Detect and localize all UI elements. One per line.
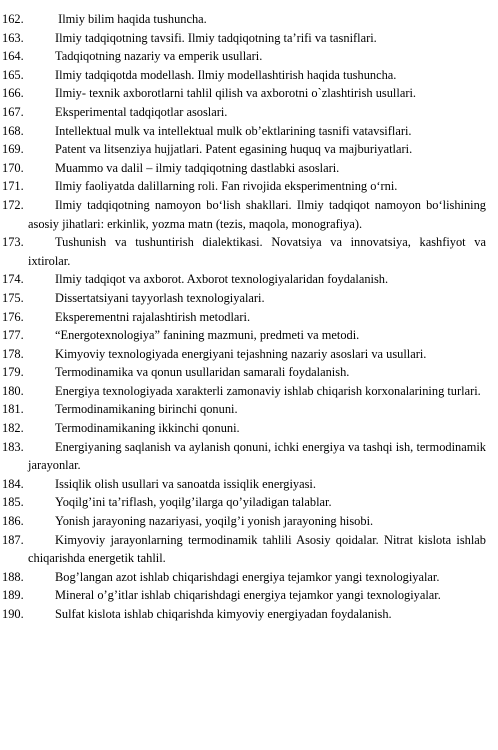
item-number: 180. [2, 383, 24, 398]
list-item [0, 308, 498, 327]
item-number: 170. [2, 160, 24, 175]
item-text: Intellektual mulk va intellektual mulk ob’ektlarining tasnifi vatavsiflari. [55, 123, 412, 138]
list-item [0, 29, 498, 48]
item-text: Mineral o’g’itlar ishlab chiqarishdagi energiya tejamkor yangi texnologiyalar. [55, 588, 441, 603]
list-item [0, 568, 498, 587]
item-number: 184. [2, 476, 24, 491]
list-item [0, 531, 498, 568]
item-number: 162. [2, 12, 24, 26]
list-item [0, 419, 498, 438]
item-number: 183. [2, 439, 24, 454]
list-item [0, 122, 498, 141]
item-text: Muammo va dalil – ilmiy tadqiqotning dastlabki asoslari. [55, 160, 340, 175]
item-number: 174. [2, 272, 24, 287]
list-item [0, 289, 498, 308]
item-text: Termodinamikaning birinchi qonuni. [55, 402, 238, 417]
item-text: Tadqiqotning nazariy va emperik usullari. [55, 49, 263, 64]
item-text: Sulfat kislota ishlab chiqarishda kimyoviy energiyadan foydalanish. [55, 607, 392, 621]
list-item [0, 512, 498, 531]
list-item [0, 177, 498, 196]
item-text: Kimyoviy jarayonlarning termodinamik tahlili Asosiy qoidalar. Nitrat kislota ishlab chiqarishda energetik tahlil. [28, 532, 486, 566]
item-text: Ilmiy tadqiqotning namoyon bo‘lish shakllari. Ilmiy tadqiqot namoyon bo‘lishining asosiy jihatlari: erkinlik, yozma matn (tezis, maqola, monografiya). [28, 197, 486, 231]
item-text: Yonish jarayoning nazariyasi, yoqilg’i yonish jarayoning hisobi. [55, 514, 374, 529]
item-number: 169. [2, 142, 24, 157]
item-text: Ilmiy- texnik axborotlarni tahlil qilish va axborotni o`zlashtirish usullari. [55, 86, 416, 101]
item-text: Ilmiy tadqiqotning tavsifi. Ilmiy tadqiqotning ta’rifi va tasniflari. [55, 30, 377, 45]
item-text: Kimyoviy texnologiyada energiyani tejashning nazariy asoslari va usullari. [55, 346, 427, 361]
item-text: Termodinamikaning ikkinchi qonuni. [55, 421, 240, 436]
item-number: 165. [2, 67, 24, 82]
item-text: Ilmiy tadqiqot va axborot. Axborot texnologiyalaridan foydalanish. [55, 272, 389, 287]
item-number: 176. [2, 309, 24, 324]
list-item [0, 270, 498, 289]
item-number: 164. [2, 49, 24, 64]
item-number: 175. [2, 290, 24, 305]
list-item [0, 10, 498, 29]
item-number: 186. [2, 514, 24, 529]
item-number: 189. [2, 588, 24, 603]
list-item [0, 363, 498, 382]
list-item [0, 475, 498, 494]
item-number: 179. [2, 365, 24, 380]
item-number: 190. [2, 607, 24, 621]
list-item [0, 326, 498, 345]
item-text: Energiya texnologiyada xarakterli zamonaviy ishlab chiqarish korxonalarining turlari. [55, 383, 481, 398]
item-text: Energiyaning saqlanish va aylanish qonuni, ichki energiya va tashqi ish, termodinamik jarayonlar. [28, 439, 486, 473]
item-text: “Energotexnologiya” fanining mazmuni, predmeti va metodi. [55, 328, 360, 343]
item-text: Ilmiy tadqiqotda modellash. Ilmiy modellashtirish haqida tushuncha. [55, 67, 397, 82]
question-list [0, 10, 498, 624]
item-number: 167. [2, 104, 24, 119]
item-number: 163. [2, 30, 24, 45]
list-item [0, 66, 498, 85]
list-item [0, 605, 498, 624]
item-text: Bog’langan azot ishlab chiqarishdagi energiya tejamkor yangi texnologiyalar. [55, 569, 440, 584]
list-item [0, 140, 498, 159]
item-text: Patent va litsenziya hujjatlari. Patent egasining huquq va majburiyatlari. [55, 142, 413, 157]
item-number: 168. [2, 123, 24, 138]
item-text: Termodinamika va qonun usullaridan samarali foydalanish. [55, 365, 350, 380]
list-item [0, 382, 498, 401]
list-item [0, 84, 498, 103]
item-number: 178. [2, 346, 24, 361]
list-item [0, 159, 498, 178]
list-item [0, 196, 498, 233]
item-number: 187. [2, 532, 24, 547]
item-number: 188. [2, 569, 24, 584]
list-item [0, 400, 498, 419]
item-text: Yoqilg’ini ta’riflash, yoqilg’ilarga qo’yiladigan talablar. [55, 495, 332, 510]
list-item [0, 103, 498, 122]
item-number: 182. [2, 421, 24, 436]
list-item [0, 438, 498, 475]
item-number: 185. [2, 495, 24, 510]
item-text: Eksperementni rajalashtirish metodlari. [55, 309, 251, 324]
list-item [0, 493, 498, 512]
item-text: Ilmiy faoliyatda dalillarning roli. Fan rivojida eksperimentning o‘rni. [55, 179, 398, 194]
item-number: 171. [2, 179, 24, 194]
item-number: 177. [2, 328, 24, 343]
list-item [0, 233, 498, 270]
item-number: 166. [2, 86, 24, 101]
list-item [0, 345, 498, 364]
item-text: Issiqlik olish usullari va sanoatda issiqlik energiyasi. [55, 476, 316, 491]
item-text: Tushunish va tushuntirish dialektikasi. Novatsiya va innovatsiya, kashfiyot va ixtirolar. [28, 235, 486, 268]
item-text: Dissertatsiyani tayyorlash texnologiyalari. [55, 290, 265, 305]
item-number: 173. [2, 235, 24, 250]
list-item [0, 586, 498, 605]
item-text: Eksperimental tadqiqotlar asoslari. [55, 104, 228, 119]
list-item [0, 47, 498, 66]
item-number: 181. [2, 402, 24, 417]
item-text: Ilmiy bilim haqida tushuncha. [55, 12, 207, 26]
item-number: 172. [2, 197, 24, 212]
